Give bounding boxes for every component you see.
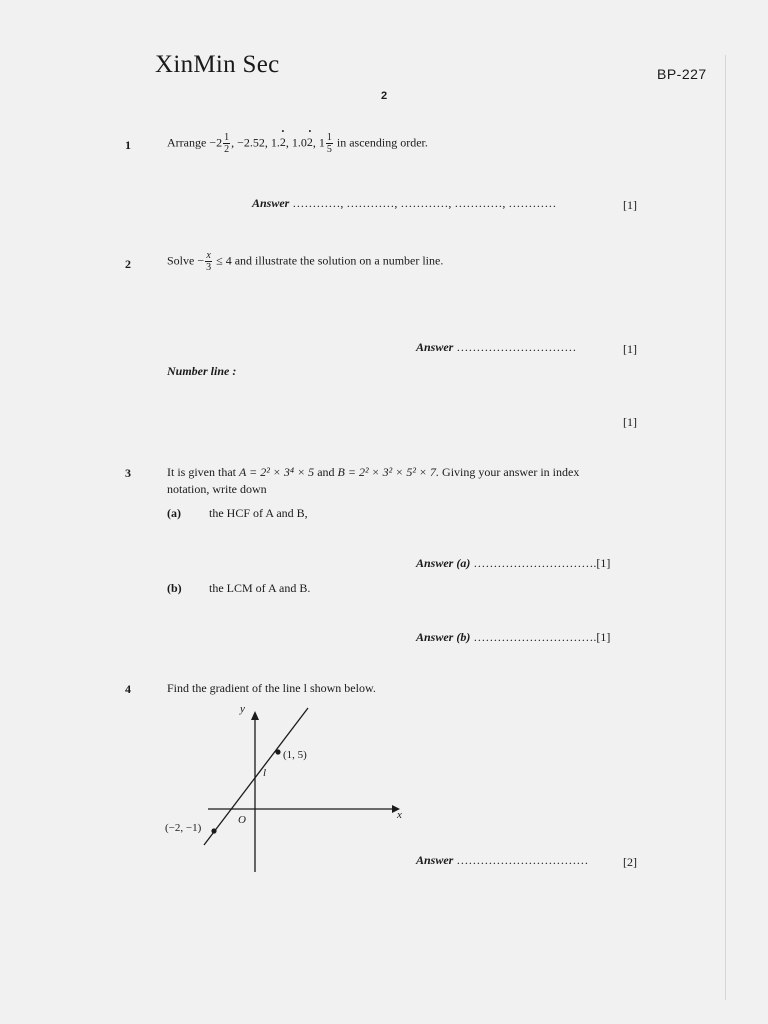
q1-answer-dots: …………, …………, …………, …………, ………… (292, 196, 557, 210)
q3-intro1: It is given that (167, 465, 236, 479)
q4-answer-dots: …………………………… (456, 853, 589, 867)
q4-coordinate-graph (160, 700, 420, 885)
q2-sign: − (197, 253, 205, 268)
q3-A-expression: A = 2² × 3⁴ × 5 (239, 465, 315, 479)
page-number: 2 (381, 90, 388, 102)
point-1-5 (275, 749, 280, 754)
q2-mark-2: [1] (623, 415, 637, 429)
q3-B-expression: B = 2² × 3² × 5² × 7. (337, 465, 440, 479)
q2-answer-label: Answer (416, 340, 454, 354)
origin-label: O (238, 814, 246, 826)
q1-item-b: , −2.52, (231, 135, 271, 150)
q4-mark: [2] (623, 855, 637, 869)
q3a-answer-label: Answer (a) (416, 556, 471, 570)
line-l (204, 708, 308, 845)
point-1-5-label: (1, 5) (283, 749, 307, 761)
q4-text: Find the gradient of the line l shown below. (167, 681, 376, 695)
q1-item-c-recurring: • 2 (280, 135, 286, 150)
q3b-answer-label: Answer (b) (416, 630, 471, 644)
x-axis-label: x (397, 809, 402, 821)
school-name: XinMin Sec (155, 51, 280, 78)
q2-answer-line (416, 340, 576, 355)
q2-fraction (205, 250, 212, 273)
q1-text (167, 132, 428, 155)
q3b-mark: [1] (596, 630, 611, 644)
q1-item-a-fraction (223, 132, 230, 155)
q3a-mark: [1] (596, 556, 611, 570)
q1-mark: [1] (623, 198, 637, 212)
point-neg2-neg1-label: (−2, −1) (165, 822, 202, 834)
q1-item-a-sign: −2 (209, 135, 223, 150)
q1-prefix: Arrange (167, 135, 207, 150)
q2-number-line-label: Number line : (167, 364, 237, 378)
q1-item-e-sep: , 1 (312, 135, 325, 150)
q3a-label: (a) (167, 506, 181, 520)
q4-answer-label: Answer (416, 853, 454, 867)
q2-frac-num: x (206, 250, 211, 261)
q3b-answer-line (416, 630, 610, 645)
q2-answer-dots: ………………………… (456, 340, 577, 354)
q3a-text: the HCF of A and B, (209, 506, 308, 520)
paper-code: BP-227 (657, 66, 707, 82)
y-axis-label: y (240, 703, 245, 715)
q1-item-d: 1.0 (291, 135, 307, 150)
q3b-text: the LCM of A and B. (209, 581, 311, 595)
q2-mark-1: [1] (623, 342, 637, 356)
q1-item-a-den: 2 (224, 144, 230, 155)
q1-item-a-num: 1 (224, 132, 230, 143)
q1-answer-label: Answer (252, 196, 290, 210)
q3a-answer-line (416, 556, 610, 571)
q3-text-line1 (167, 465, 579, 480)
point-neg2-neg1 (211, 828, 216, 833)
q3a-answer-dots: …………………………. (473, 556, 597, 570)
q4-number: 4 (125, 682, 131, 696)
q1-item-c: 1. (270, 135, 280, 150)
q1-item-e-den: 5 (326, 144, 332, 155)
q1-item-e-fraction (326, 132, 333, 155)
q1-item-d-recurring: • 2 (307, 135, 313, 150)
q2-text (167, 250, 443, 273)
q1-item-d-sep: , (285, 135, 292, 150)
q3b-label: (b) (167, 581, 182, 595)
q2-number: 2 (125, 257, 131, 271)
q2-frac-den: 3 (206, 262, 212, 273)
scan-edge-line (725, 55, 726, 1000)
q3-intro2: Giving your answer in index (442, 465, 580, 479)
q3-number: 3 (125, 466, 131, 480)
q4-answer-line (416, 853, 588, 868)
q2-inequality: ≤ 4 (216, 253, 232, 268)
q1-number: 1 (125, 138, 131, 152)
q1-answer-line (252, 196, 556, 211)
y-axis-arrow (251, 711, 259, 720)
line-l-label: l (263, 767, 267, 779)
q3-and: and (317, 465, 335, 479)
q1-suffix: in ascending order. (336, 135, 428, 150)
q2-suffix: and illustrate the solution on a number line. (234, 253, 444, 268)
q3-text-line2: notation, write down (167, 482, 267, 496)
q1-item-e-num: 1 (326, 132, 332, 143)
q3b-answer-dots: …………………………. (473, 630, 597, 644)
q2-prefix: Solve (167, 253, 195, 268)
